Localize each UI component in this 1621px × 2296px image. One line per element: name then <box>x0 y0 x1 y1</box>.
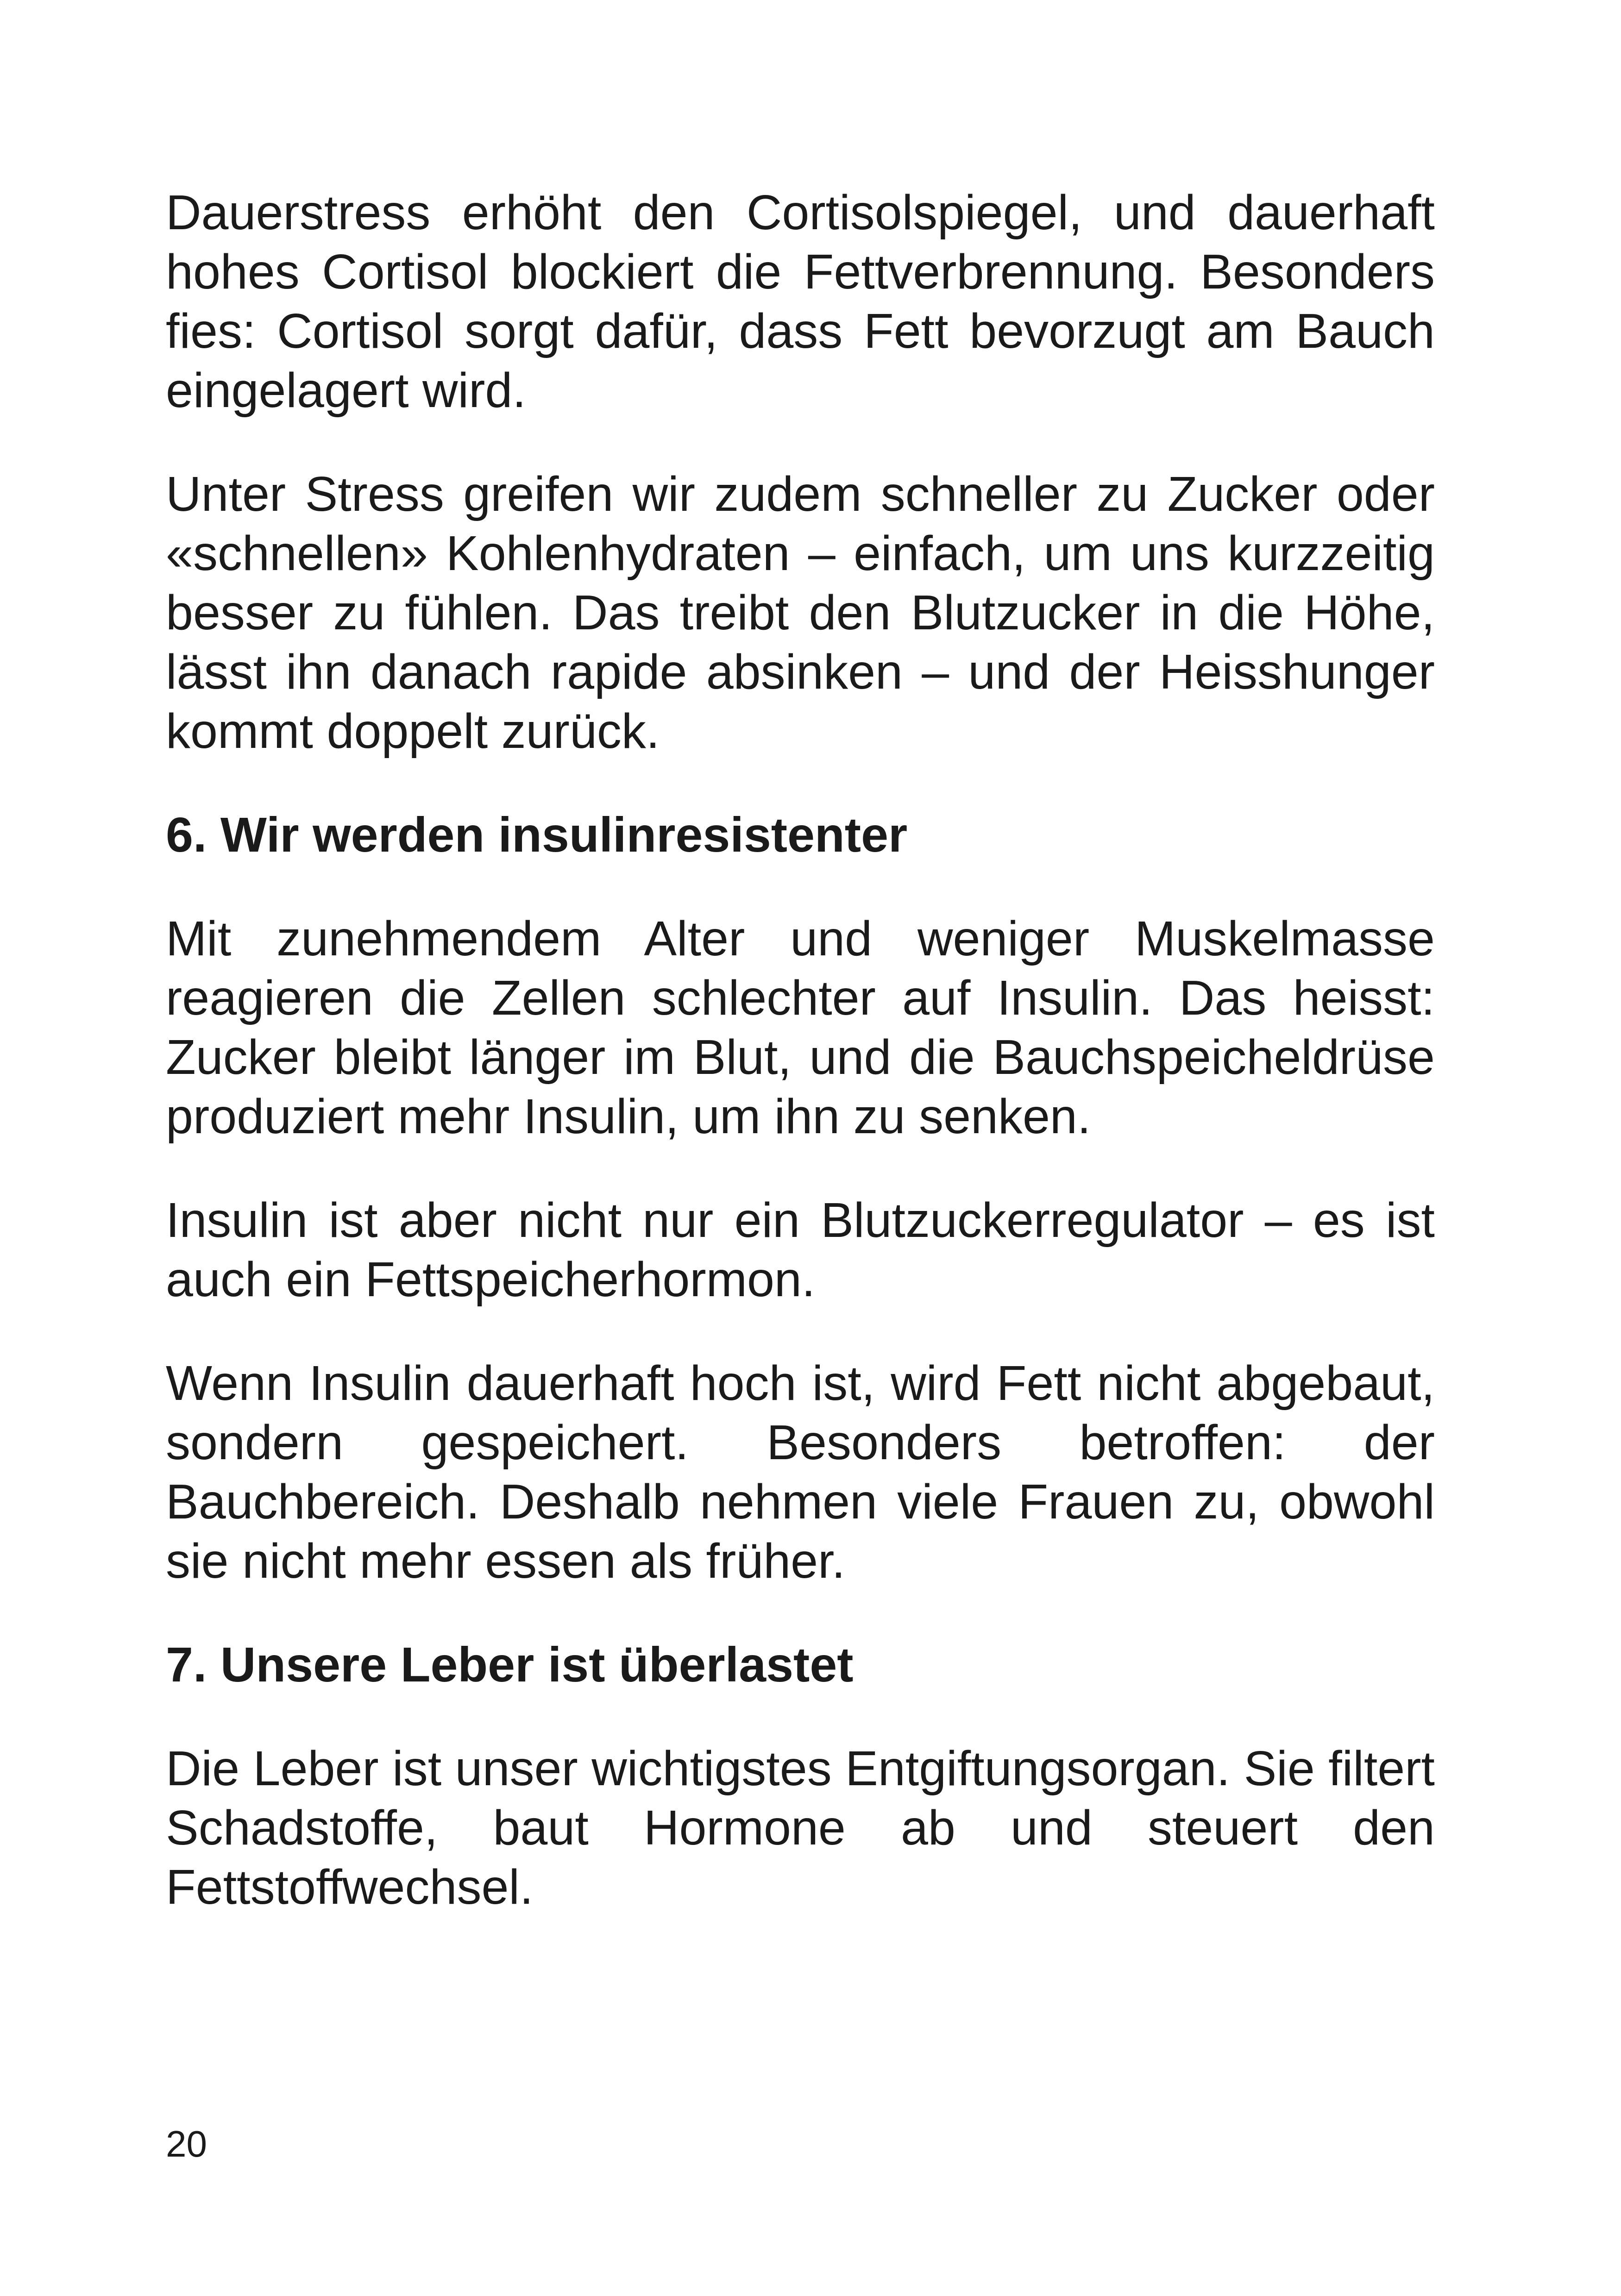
paragraph-insulin-hormone: Insulin ist aber nicht nur ein Blutzuckerregulator – es ist auch ein Fettspeicherhormon. <box>166 1193 1435 1307</box>
page-number: 20 <box>166 2123 207 2164</box>
book-page-body <box>166 183 1435 1961</box>
section-heading-liver: 7. Unsere Leber ist überlastet <box>166 1637 854 1692</box>
paragraph-stress-sugar: Unter Stress greifen wir zudem schneller zu Zucker oder «schnellen» Kohlenhydraten – einfach, um uns kurzzeitig besser zu fühlen. Das treibt den Blutzucker in die Höhe, lässt ihn danach rapide absinken – und der Heisshunger kommt doppelt zurück. <box>166 467 1435 759</box>
paragraph-insulin-fat-storage: Wenn Insulin dauerhaft hoch ist, wird Fett nicht abgebaut, sondern gespeichert. Besonders betroffen: der Bauchbereich. Deshalb nehmen viele Frauen zu, obwohl sie nicht mehr essen als früher. <box>166 1356 1435 1588</box>
paragraph-cortisol: Dauerstress erhöht den Cortisolspiegel, und dauerhaft hohes Cortisol blockiert die Fettverbrennung. Besonders fies: Cortisol sorgt dafür, dass Fett bevorzugt am Bauch eingelagert wird. <box>166 185 1435 418</box>
section-heading-insulin: 6. Wir werden insulinresistenter <box>166 808 908 862</box>
paragraph-liver: Die Leber ist unser wichtigstes Entgiftungsorgan. Sie filtert Schadstoffe, baut Hormone ab und steuert den Fettstoffwechsel. <box>166 1741 1435 1914</box>
paragraph-insulin-resistance: Mit zunehmendem Alter und weniger Muskelmasse reagieren die Zellen schlechter auf Insulin. Das heisst: Zucker bleibt länger im Blut, und die Bauchspeicheldrüse produziert mehr Insulin, um ihn zu senken. <box>166 911 1435 1144</box>
